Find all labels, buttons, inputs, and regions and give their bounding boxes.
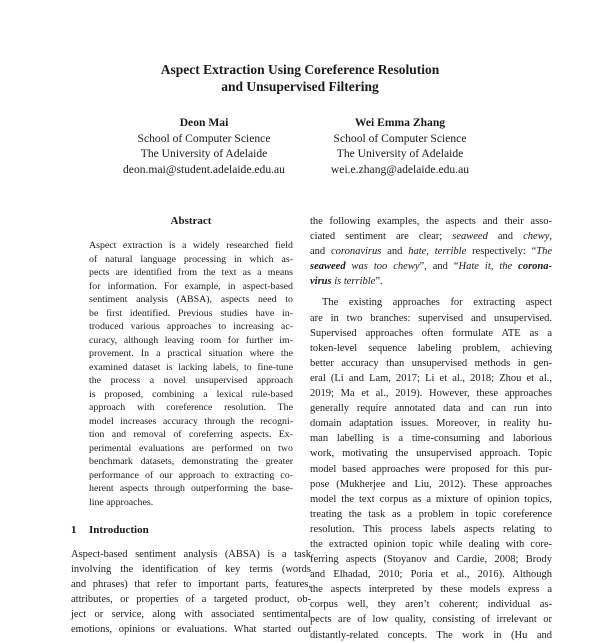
text-line: pects are identified from the text as a means — [89, 267, 293, 278]
text-line: Supervised approaches often formulate ATE as a — [310, 327, 552, 339]
text-line: treating the task as a problem in topic coreference — [310, 508, 552, 520]
text-line: troduced various approaches to increasing ac- — [89, 321, 293, 332]
text-line: curacy, although leaving room for further im- — [89, 334, 293, 346]
text-line: performance of our approach to extracting co- — [89, 469, 293, 481]
text-line: be first identified. Previous studies have in- — [89, 307, 293, 319]
text-line: tion and removal of coreferring aspects. Ex- — [89, 429, 293, 440]
aspect-term: seaweed — [452, 231, 488, 243]
text-line: the extracted opinion topic while dealing with core- — [310, 538, 552, 550]
text-line: provement. In a practical situation where the — [89, 348, 293, 359]
text-line: domain adaptation issues. Moreover, in reality hu- — [310, 418, 552, 430]
text-line: model the text corpus as a mixture of opinion topics, — [310, 493, 552, 505]
intro-text — [71, 547, 311, 638]
text-line: ject or service, along with associated sentimental — [71, 609, 311, 621]
text-line: resolution. This process labels aspects relating to — [310, 523, 552, 535]
text-line: approach with coreference resolution. The — [89, 402, 293, 413]
text-line: and phrases) that refer to important parts, features, — [71, 579, 311, 591]
text-line: herent aspects through outperforming the base- — [89, 483, 293, 494]
title-line: and Unsupervised Filtering — [221, 79, 379, 94]
paper-title — [0, 61, 600, 95]
sentiment-term: chewy — [523, 231, 550, 243]
title-line: Aspect Extraction Using Coreference Resolution — [160, 62, 440, 77]
text-line: is proposed, combining a lexical rule-based — [89, 388, 293, 400]
text-line: and Elhadad, 2010; Poria et al., 2016). Although — [310, 569, 552, 581]
intro-continued — [310, 214, 552, 643]
author-email: deon.mai@student.adelaide.edu.au — [123, 162, 285, 176]
text-line: involving the identification of key terms (words — [71, 564, 311, 576]
text-line: better accuracy than unsupervised methods in gen- — [310, 357, 552, 369]
aspect-term: seaweed — [310, 261, 346, 273]
author-institution: The University of Adelaide — [140, 147, 268, 160]
text-line: are in two branches: supervised and unsupervised. — [310, 312, 552, 324]
text-line: examined dataset is lacking labels, to fine-tune — [89, 361, 293, 373]
text-line: of natural language processing in which as- — [89, 253, 293, 265]
text-line: work, motivating the unsupervised approach. Topic — [310, 448, 552, 460]
text-line: pose (Mukherjee and Liu, 2012). These approaches — [310, 478, 552, 490]
text-line: benchmark datasets, demonstrating the greater — [89, 456, 293, 467]
sentiment-term: hate, terrible — [408, 246, 467, 258]
paragraph — [310, 295, 552, 642]
section-heading — [71, 523, 311, 547]
left-column — [71, 214, 311, 638]
text-line: The existing approaches for extracting aspect — [322, 297, 552, 309]
text-line: emotions, opinions or evaluations. What started out — [71, 624, 311, 636]
abstract-text — [89, 239, 293, 509]
text-line: for information. For example, in aspect-based — [89, 280, 293, 292]
author-affiliation: School of Computer Science — [137, 131, 271, 145]
text-line: attributes, or properties of a targeted product, ob- — [71, 594, 311, 606]
aspect-term: corona- — [518, 261, 553, 273]
text-line: ferring aspects (Stoyanov and Cardie, 2008; Brody — [310, 554, 552, 566]
aspect-term: coronavirus — [331, 246, 382, 258]
text-line: the process a novel unsupervised approach — [89, 375, 293, 386]
text-line: Aspect extraction is a widely researched field — [89, 240, 293, 251]
author-affiliation: School of Computer Science — [333, 131, 467, 145]
author-name: Wei Emma Zhang — [354, 116, 446, 129]
text-line: line approaches. — [89, 496, 154, 508]
text-line: model based approaches were proposed for this pur- — [310, 463, 552, 475]
text-line: model increases accuracy through the recogni- — [89, 415, 293, 427]
text-line: generally require annotated data and can run into — [310, 403, 552, 415]
author-block — [280, 115, 520, 177]
text-line: corpus well, they aren’t coherent; individual as- — [310, 599, 552, 611]
section-title: Introduction — [89, 524, 149, 536]
author-name: Deon Mai — [179, 116, 229, 129]
abstract-heading: Abstract — [170, 215, 212, 227]
text-line: and coronavirus and hate, terrible respectively: “The — [310, 246, 552, 258]
text-line: pects are of low quality, consisting of irrelevant or — [310, 614, 552, 626]
text-line: 2019; Ma et al., 2019). However, these approaches — [310, 388, 552, 400]
text-line: seaweed was too chewy”, and “Hate it, the corona- — [310, 261, 553, 273]
text-line: distantly-related concepts. The work in (Hu and — [310, 629, 552, 641]
section-number: 1 — [71, 524, 77, 536]
text-line: eral (Li and Lam, 2017; Li et al., 2018; Zhou et al., — [310, 372, 552, 384]
right-column — [310, 214, 552, 643]
text-line: virus is terrible”. — [310, 276, 383, 288]
text-line: perimental evaluations are performed on two — [89, 442, 293, 454]
text-line: ciated sentiment are clear; seaweed and chewy, — [310, 231, 552, 243]
text-line: sentiment analysis (ABSA), aspects need to — [89, 294, 293, 305]
text-line: the aspects interpreted by these models express a — [310, 584, 552, 596]
text-line: the following examples, the aspects and their asso- — [310, 216, 552, 227]
author-email: wei.e.zhang@adelaide.edu.au — [330, 162, 470, 176]
text-line: token-level sequence labeling problem, achieving — [310, 342, 552, 354]
text-line: Aspect-based sentiment analysis (ABSA) is a task — [71, 549, 311, 560]
text-line: man labelling is a time-consuming and laborious — [310, 433, 552, 445]
author-institution: The University of Adelaide — [336, 147, 464, 160]
